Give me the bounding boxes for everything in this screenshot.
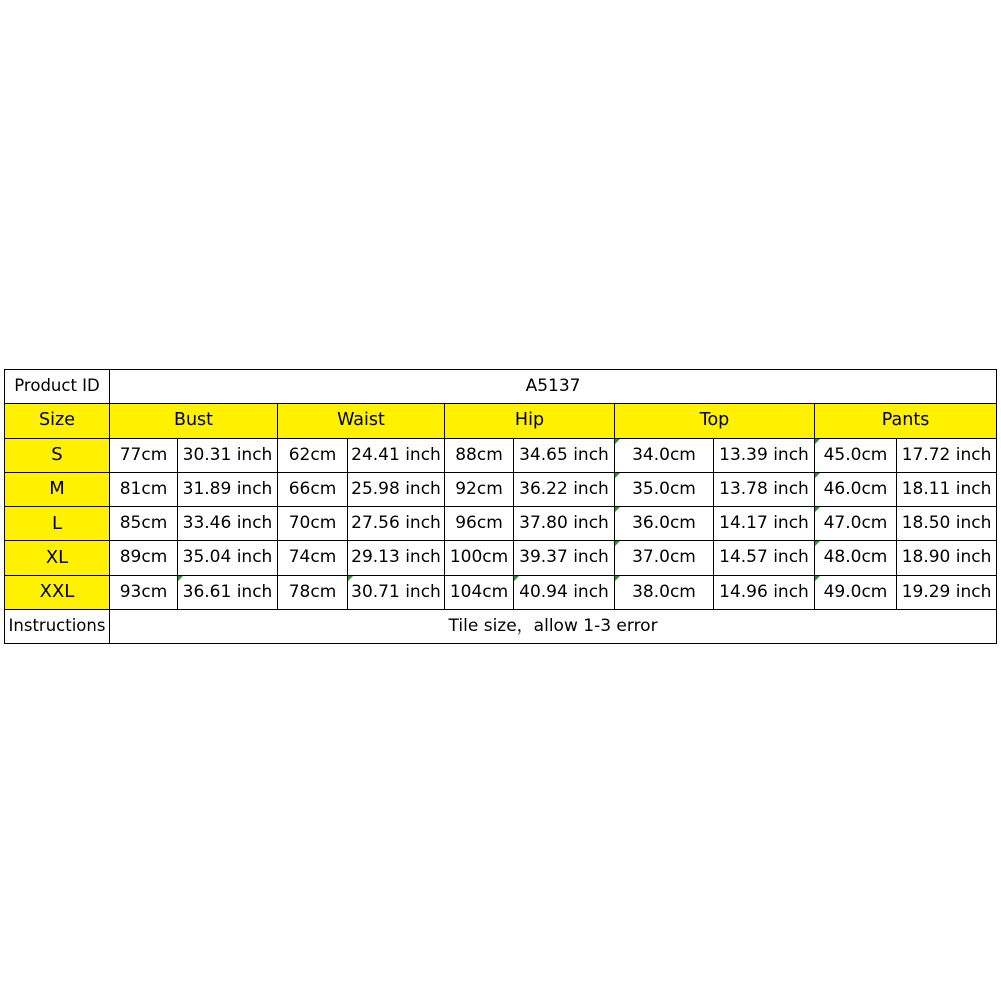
hip-cm-cell: 96cm	[445, 507, 514, 541]
hip-cm-cell: 104cm	[445, 575, 514, 609]
bust-cm-cell: 77cm	[110, 438, 178, 472]
product-id-value: A5137	[110, 370, 997, 404]
pants-cm-cell: 45.0cm	[815, 438, 897, 472]
instructions-row	[5, 609, 997, 643]
hip-cm-cell: 88cm	[445, 438, 514, 472]
size-chart-table	[4, 369, 997, 644]
hip-header: Hip	[445, 404, 615, 438]
pants-cm-cell: 46.0cm	[815, 472, 897, 506]
waist-cm-cell: 78cm	[278, 575, 348, 609]
waist-inch-cell: 30.71 inch	[348, 575, 445, 609]
hip-cm-cell: 92cm	[445, 472, 514, 506]
size-cell: S	[5, 438, 110, 472]
size-header: Size	[5, 404, 110, 438]
waist-cm-cell: 70cm	[278, 507, 348, 541]
top-inch-cell: 14.57 inch	[714, 541, 815, 575]
bust-cm-cell: 89cm	[110, 541, 178, 575]
table-row	[5, 507, 997, 541]
top-cm-cell: 35.0cm	[615, 472, 714, 506]
waist-cm-cell: 66cm	[278, 472, 348, 506]
waist-inch-cell: 29.13 inch	[348, 541, 445, 575]
pants-cm-cell: 48.0cm	[815, 541, 897, 575]
top-cm-cell: 38.0cm	[615, 575, 714, 609]
bust-inch-cell: 30.31 inch	[178, 438, 278, 472]
bust-inch-cell: 31.89 inch	[178, 472, 278, 506]
hip-inch-cell: 37.80 inch	[514, 507, 615, 541]
table-row	[5, 472, 997, 506]
top-inch-cell: 13.78 inch	[714, 472, 815, 506]
waist-cm-cell: 74cm	[278, 541, 348, 575]
waist-inch-cell: 24.41 inch	[348, 438, 445, 472]
instructions-text: Tile size，allow 1-3 error	[110, 609, 997, 643]
bust-header: Bust	[110, 404, 278, 438]
bust-cm-cell: 81cm	[110, 472, 178, 506]
hip-inch-cell: 40.94 inch	[514, 575, 615, 609]
table-row	[5, 575, 997, 609]
size-cell: L	[5, 507, 110, 541]
table-row	[5, 541, 997, 575]
pants-cm-cell: 49.0cm	[815, 575, 897, 609]
pants-inch-cell: 18.50 inch	[897, 507, 997, 541]
header-row	[5, 404, 997, 438]
pants-inch-cell: 18.90 inch	[897, 541, 997, 575]
instructions-label: Instructions	[5, 609, 110, 643]
product-id-label: Product ID	[5, 370, 110, 404]
size-cell: XXL	[5, 575, 110, 609]
pants-inch-cell: 19.29 inch	[897, 575, 997, 609]
bust-inch-cell: 35.04 inch	[178, 541, 278, 575]
table-row	[5, 438, 997, 472]
top-cm-cell: 37.0cm	[615, 541, 714, 575]
top-inch-cell: 14.17 inch	[714, 507, 815, 541]
product-id-row	[5, 370, 997, 404]
top-inch-cell: 14.96 inch	[714, 575, 815, 609]
size-cell: M	[5, 472, 110, 506]
top-inch-cell: 13.39 inch	[714, 438, 815, 472]
bust-cm-cell: 85cm	[110, 507, 178, 541]
waist-inch-cell: 25.98 inch	[348, 472, 445, 506]
waist-header: Waist	[278, 404, 445, 438]
pants-header: Pants	[815, 404, 997, 438]
waist-cm-cell: 62cm	[278, 438, 348, 472]
top-cm-cell: 34.0cm	[615, 438, 714, 472]
hip-inch-cell: 36.22 inch	[514, 472, 615, 506]
pants-inch-cell: 18.11 inch	[897, 472, 997, 506]
top-header: Top	[615, 404, 815, 438]
size-cell: XL	[5, 541, 110, 575]
hip-cm-cell: 100cm	[445, 541, 514, 575]
hip-inch-cell: 39.37 inch	[514, 541, 615, 575]
pants-cm-cell: 47.0cm	[815, 507, 897, 541]
bust-inch-cell: 36.61 inch	[178, 575, 278, 609]
hip-inch-cell: 34.65 inch	[514, 438, 615, 472]
pants-inch-cell: 17.72 inch	[897, 438, 997, 472]
top-cm-cell: 36.0cm	[615, 507, 714, 541]
bust-cm-cell: 93cm	[110, 575, 178, 609]
bust-inch-cell: 33.46 inch	[178, 507, 278, 541]
waist-inch-cell: 27.56 inch	[348, 507, 445, 541]
